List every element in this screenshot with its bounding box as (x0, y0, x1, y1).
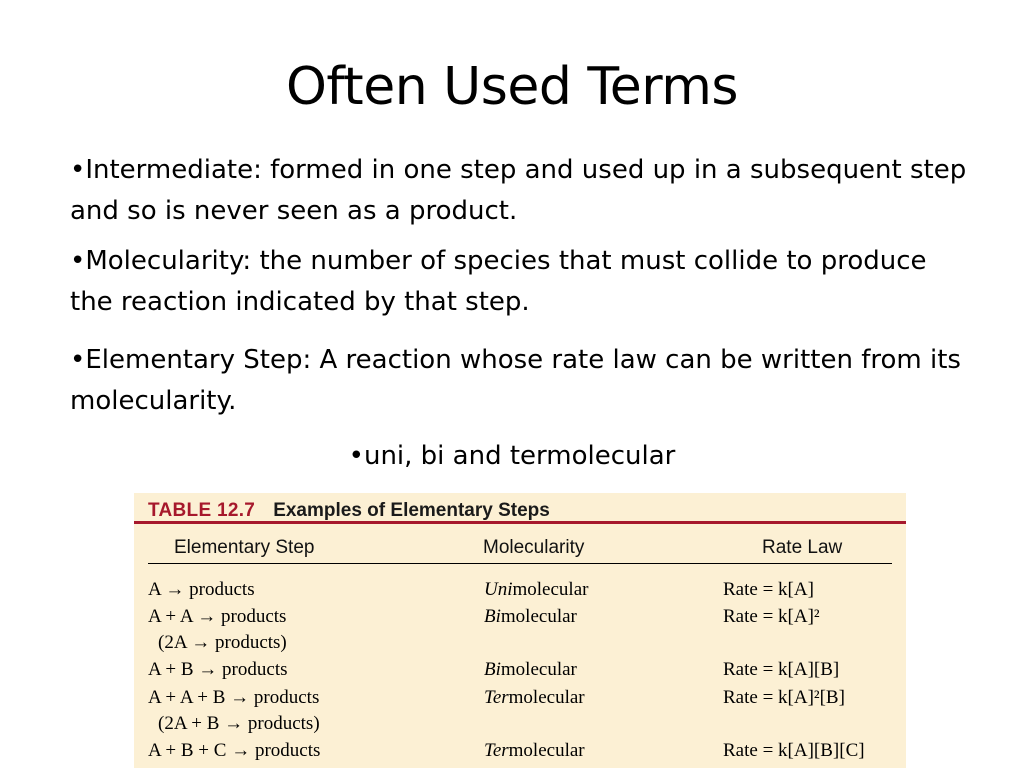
molecularity-prefix: Ter (484, 687, 509, 708)
molecularity-prefix: Bi (484, 606, 501, 627)
bullet-molecularity (70, 241, 970, 323)
bullet-text: Molecularity: the number of species that must collide to produce the reaction indicated by that step. (70, 246, 927, 317)
cell-molecularity (484, 578, 588, 602)
molecularity-suffix: molecular (512, 579, 589, 600)
bullet-elementary-step (70, 340, 970, 422)
molecularity-suffix: molecular (500, 659, 577, 680)
elementary-steps-table (134, 493, 906, 768)
bullet-text: Intermediate: formed in one step and used up in a subsequent step and so is never seen as a product. (70, 155, 967, 226)
molecularity-prefix: Uni (484, 579, 513, 600)
cell-molecularity (484, 739, 585, 763)
cell-rate-law: Rate = k[A]²[B] (723, 687, 845, 708)
bullet-mark: • (70, 246, 86, 276)
bullet-text: uni, bi and termolecular (363, 441, 676, 471)
bullet-text: Elementary Step: A reaction whose rate law can be written from its molecularity. (70, 345, 961, 416)
cell-step-note: (2A + B → products) (158, 713, 320, 734)
bullet-mark: • (348, 441, 364, 471)
cell-step: A + A + B → products (148, 687, 320, 708)
cell-step: A + B → products (148, 659, 288, 680)
cell-step-note: (2A → products) (158, 632, 287, 653)
cell-rate-law: Rate = k[A]² (723, 606, 820, 627)
bullet-intermediate (70, 150, 970, 232)
molecularity-suffix: molecular (508, 687, 585, 708)
cell-molecularity (484, 605, 577, 629)
molecularity-prefix: Ter (484, 740, 509, 761)
slide-title: Often Used Terms (285, 57, 738, 117)
cell-rate-law: Rate = k[A][B] (723, 659, 840, 680)
column-rule (148, 563, 892, 564)
table-number: TABLE 12.7 (148, 500, 256, 521)
molecularity-prefix: Bi (484, 659, 501, 680)
cell-molecularity (484, 658, 577, 682)
column-header-rate-law: Rate Law (762, 537, 843, 558)
cell-rate-law: Rate = k[A][B][C] (723, 740, 865, 761)
bullet-mark: • (70, 345, 86, 375)
cell-step: A → products (148, 579, 255, 600)
cell-step: A + B + C → products (148, 740, 321, 761)
molecularity-suffix: molecular (500, 606, 577, 627)
bullet-mark: • (70, 155, 86, 185)
cell-rate-law: Rate = k[A] (723, 579, 814, 600)
molecularity-suffix: molecular (508, 740, 585, 761)
bullet-types (0, 436, 1024, 477)
cell-step: A + A → products (148, 606, 287, 627)
column-header-molecularity: Molecularity (483, 537, 585, 558)
header-rule (134, 521, 906, 524)
cell-molecularity (484, 686, 585, 710)
table-caption: Examples of Elementary Steps (273, 500, 550, 521)
column-header-step: Elementary Step (174, 537, 315, 558)
